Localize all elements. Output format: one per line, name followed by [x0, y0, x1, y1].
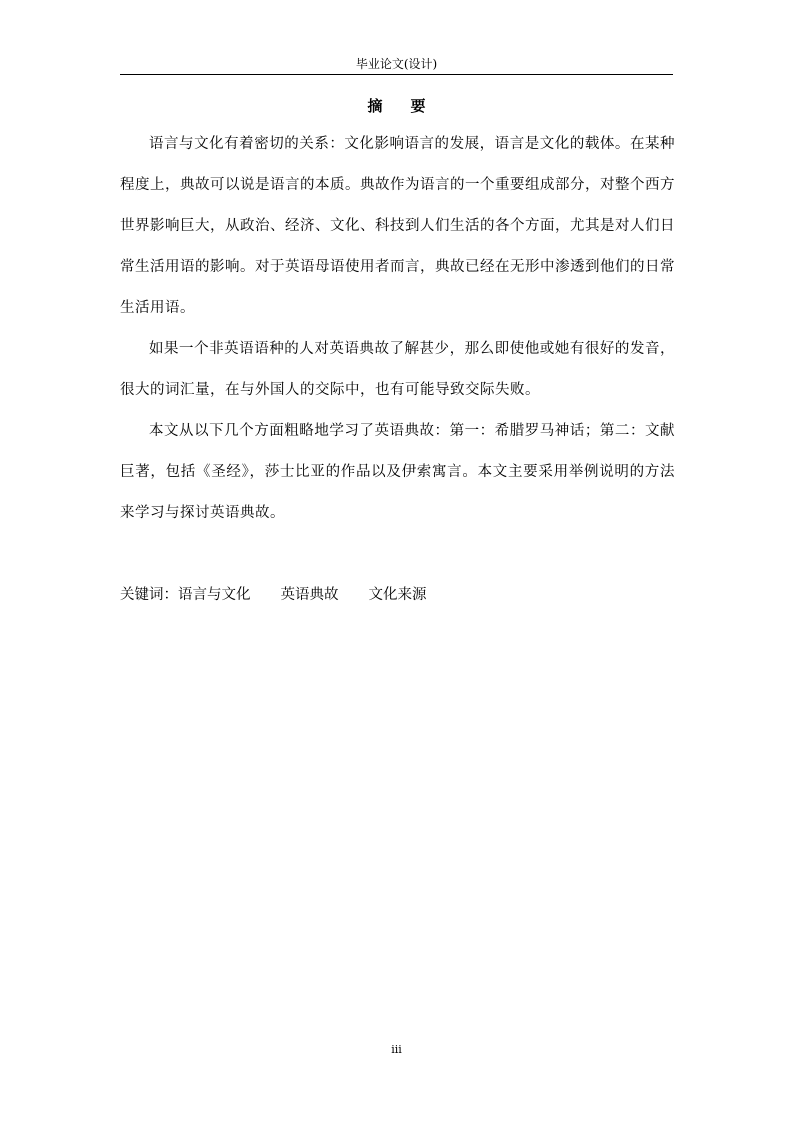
abstract-title: 摘要 — [367, 97, 454, 115]
keyword-3: 文化来源 — [368, 587, 427, 603]
abstract-body — [120, 124, 675, 534]
running-header: 毕业论文(设计) — [355, 57, 438, 71]
abstract-paragraph-1: 语言与文化有着密切的关系：文化影响语言的发展，语言是文化的载体。在某种程度上，典故可以说是语言的本质。典故作为语言的一个重要组成部分，对整个西方世界影响巨大，从政治、经济、文化、科技到人们生活的各个方面，尤其是对人们日常生活用语的影响。对于英语母语使用者而言，典故已经在无形中渗透到他们的日常生活用语。 — [120, 136, 675, 316]
abstract-paragraph-2: 如果一个非英语语种的人对英语典故了解甚少，那么即使他或她有很好的发音，很大的词汇量，在与外国人的交际中，也有可能导致交际失败。 — [120, 341, 675, 398]
keywords-line — [120, 584, 673, 606]
keyword-1: 语言与文化 — [178, 587, 251, 603]
abstract-paragraph-3: 本文从以下几个方面粗略地学习了英语典故：第一：希腊罗马神话；第二：文献巨著，包括《圣经》，莎士比亚的作品以及伊索寓言。本文主要采用举例说明的方法来学习与探讨英语典故。 — [120, 423, 675, 521]
page-number: iii — [391, 1043, 402, 1056]
keyword-2: 英语典故 — [280, 587, 339, 603]
header-rule — [120, 74, 673, 75]
keywords-label: 关键词： — [120, 587, 178, 603]
